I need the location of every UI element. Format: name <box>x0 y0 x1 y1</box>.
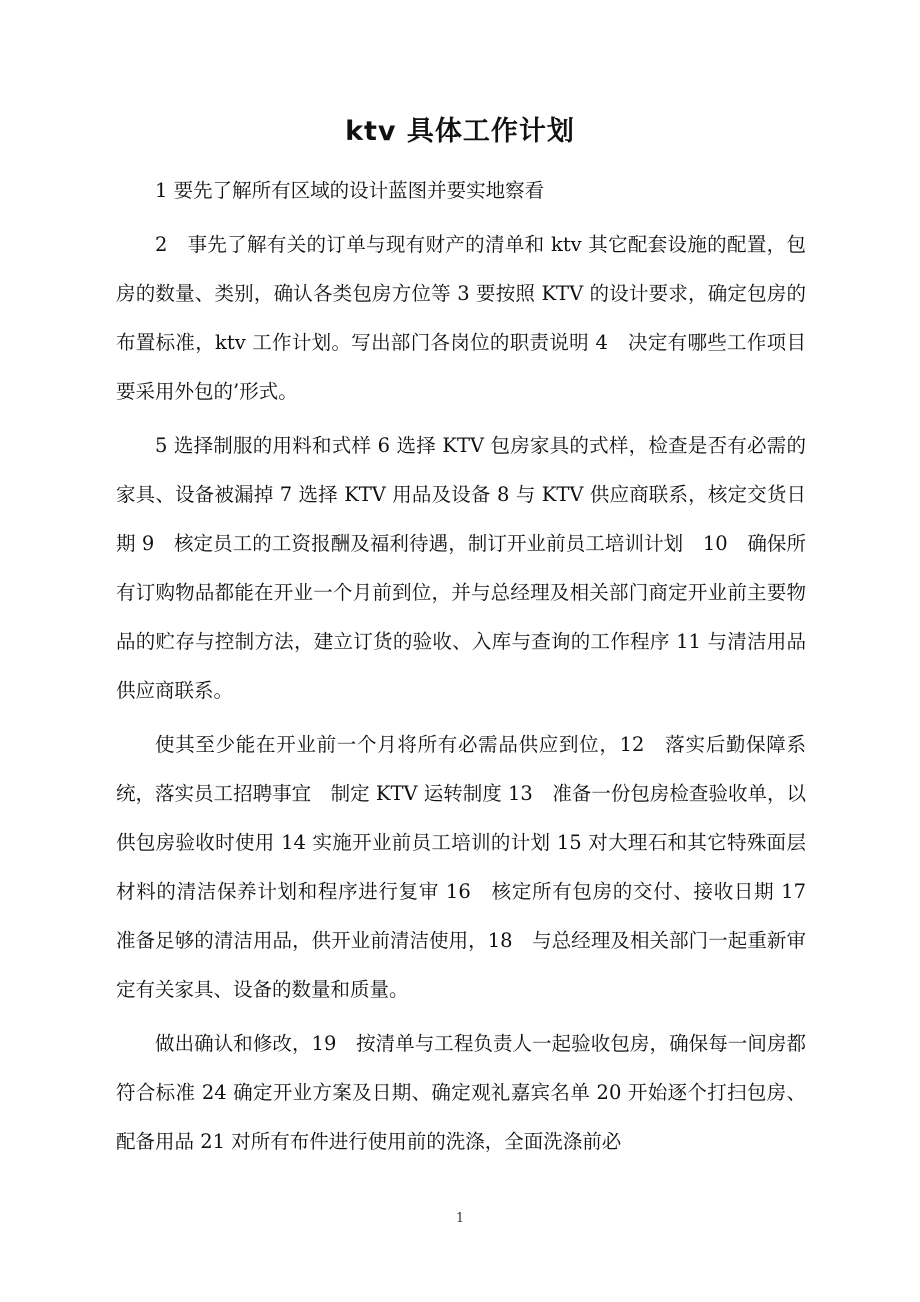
paragraph-4: 使其至少能在开业前一个月将所有必需品供应到位，12 落实后勤保障系统，落实员工招聘事宜 制定 KTV 运转制度 13 准备一份包房检查验收单，以供包房验收时使用 14 实施开业前员工培训的计划 15 对大理石和其它特殊面层材料的清洁保养计划和程序进行复审 16 核定所有包房的交付、接收日期 17 准备足够的清洁用品，供开业前清洁使用，18 与总经理及相关部门一起重新审定有关家具、设备的数量和质量。 <box>116 733 826 1001</box>
document-title: ktv 具体工作计划 <box>345 116 575 147</box>
paragraph-3: 5 选择制服的用料和式样 6 选择 KTV 包房家具的式样，检查是否有必需的家具、设备被漏掉 7 选择 KTV 用品及设备 8 与 KTV 供应商联系，核定交货日期 9 核定员工的工资报酬及福利待遇，制订开业前员工培训计划 10 确保所有订购物品都能在开业一个月前到位，并与总经理及相关部门商定开业前主要物品的贮存与控制方法，建立订货的验收、入库与查询的工作程序 11 与清洁用品供应商联系。 <box>116 434 806 702</box>
paragraph-5: 做出确认和修改，19 按清单与工程负责人一起验收包房，确保每一间房都符合标准 24 确定开业方案及日期、确定观礼嘉宾名单 20 开始逐个打扫包房、配备用品 21 对所有布件进行使用前的洗涤，全面洗涤前必 <box>116 1032 806 1153</box>
paragraph-1: 1 要先了解所有区域的设计蓝图并要实地察看 <box>155 179 545 202</box>
paragraph-2: 2 事先了解有关的订单与现有财产的清单和 ktv 其它配套设施的配置，包房的数量、类别，确认各类包房方位等 3 要按照 KTV 的设计要求，确定包房的布置标准，ktv 工作计划。写出部门各岗位的职责说明 4 决定有哪些工作项目要采用外包的’形式。 <box>116 233 806 403</box>
document-body <box>116 166 826 1171</box>
page-number: 1 <box>455 1211 465 1226</box>
